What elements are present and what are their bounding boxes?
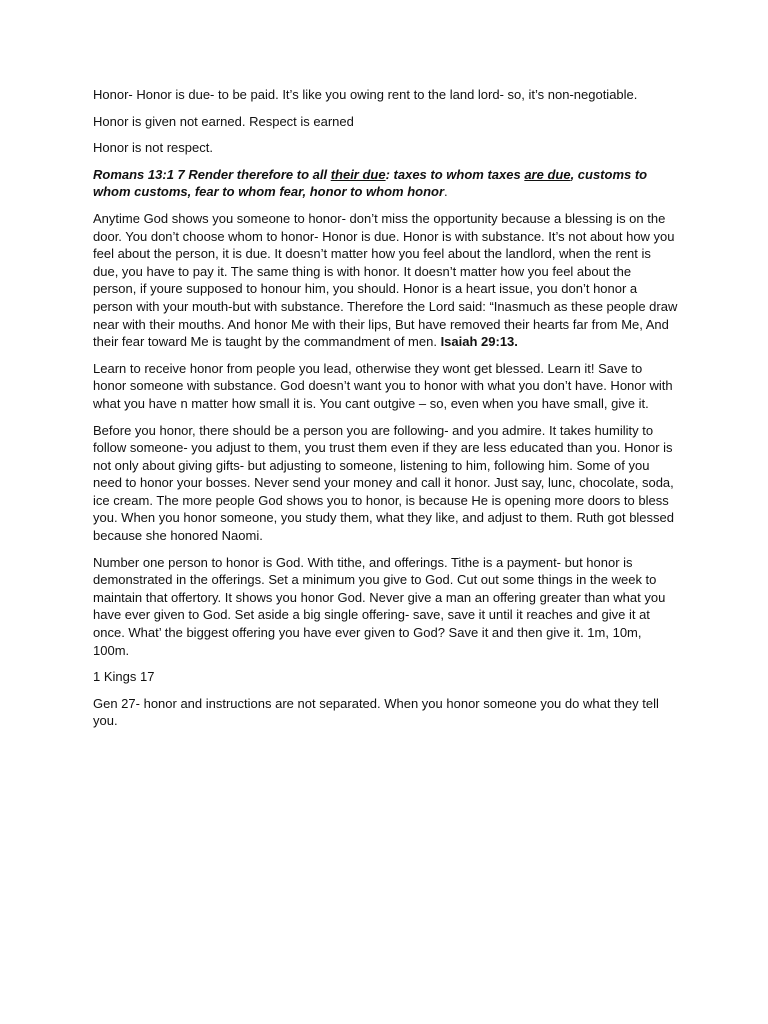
verse-end: .	[444, 184, 448, 200]
verse-are-due: are due	[524, 166, 571, 182]
isaiah-reference: Isaiah 29:13.	[440, 334, 518, 350]
paragraph-gen-27: Gen 27- honor and instructions are not separated. When you honor someone you do what they tell you.	[93, 695, 659, 729]
verse-their-due: their due	[330, 166, 386, 182]
verse-text-1: Romans 13:1 7 Render therefore to all	[93, 166, 331, 182]
paragraph-number-one: Number one person to honor is God. With tithe, and offerings. Tithe is a payment- but honor is demonstrated in the offerings. Set a minimum you give to God. Cut out some things in the week to maintain that offertory. It shows you honor God. Never give a man an offering greater than what you have ever given to God. Set aside a big single offering- save, save it until it reaches and give it at once. What’ the biggest offering you have ever given to God? Save it and then give it. 1m, 10m, 100m.	[93, 554, 666, 658]
verse-text-2: : taxes to whom taxes	[385, 166, 525, 182]
paragraph-1-kings: 1 Kings 17	[93, 669, 155, 685]
paragraph-honor-given: Honor is given not earned. Respect is earned	[93, 113, 354, 129]
paragraph-before-you-honor: Before you honor, there should be a person you are following- and you admire. It takes humility to follow someone- you adjust to them, you trust them even if they are less educated than you. Honor is not only about giving gifts- but adjusting to someone, listening to him, following him. Some of you need to honor your bosses. Never send your money and call it honor. Just say, lunc, chocolate, soda, ice cream. The more people God shows you to honor, is because He is opening more doors to bless you. When you honor someone, you study them, what they like, and adjust to them. Ruth got blessed because she honored Naomi.	[93, 422, 675, 544]
paragraph-romans-verse	[93, 166, 678, 201]
verse-text-3: , customs to whom customs, fear to whom fear, honor to whom honor	[93, 166, 648, 200]
paragraph-anytime-god-text: Anytime God shows you someone to honor- don’t miss the opportunity because a blessing is on the door. You don’t choose whom to honor- Honor is due. Honor is with substance. It’s not about how you feel about the person, it is due. It doesn’t matter how you feel about the landlord, when the rent is due, you have to pay it. The same thing is with honor. It doesn’t matter how you feel about the person, if youre supposed to honour him, you should. Honor is a heart issue, you don’t honor a person with your mouth-but with substance. Therefore the Lord said: “Inasmuch as these people draw near with their mouths. And honor Me with their lips, But have removed their hearts far from Me, And their fear toward Me is taught by the commandment of men.	[93, 210, 678, 350]
paragraph-learn-to-receive: Learn to receive honor from people you lead, otherwise they wont get blessed. Learn it! Save to honor someone with substance. God doesn’t want you to honor with what you don’t have. Honor with what you have n matter how small it is. You cant outgive – so, even when you have small, give it.	[93, 360, 673, 411]
paragraph-honor-not-respect: Honor is not respect.	[93, 140, 213, 156]
document-page	[93, 86, 678, 739]
paragraph-honor-due: Honor- Honor is due- to be paid. It’s like you owing rent to the land lord- so, it’s non-negotiable.	[93, 87, 638, 102]
paragraph-anytime-god	[93, 210, 678, 351]
